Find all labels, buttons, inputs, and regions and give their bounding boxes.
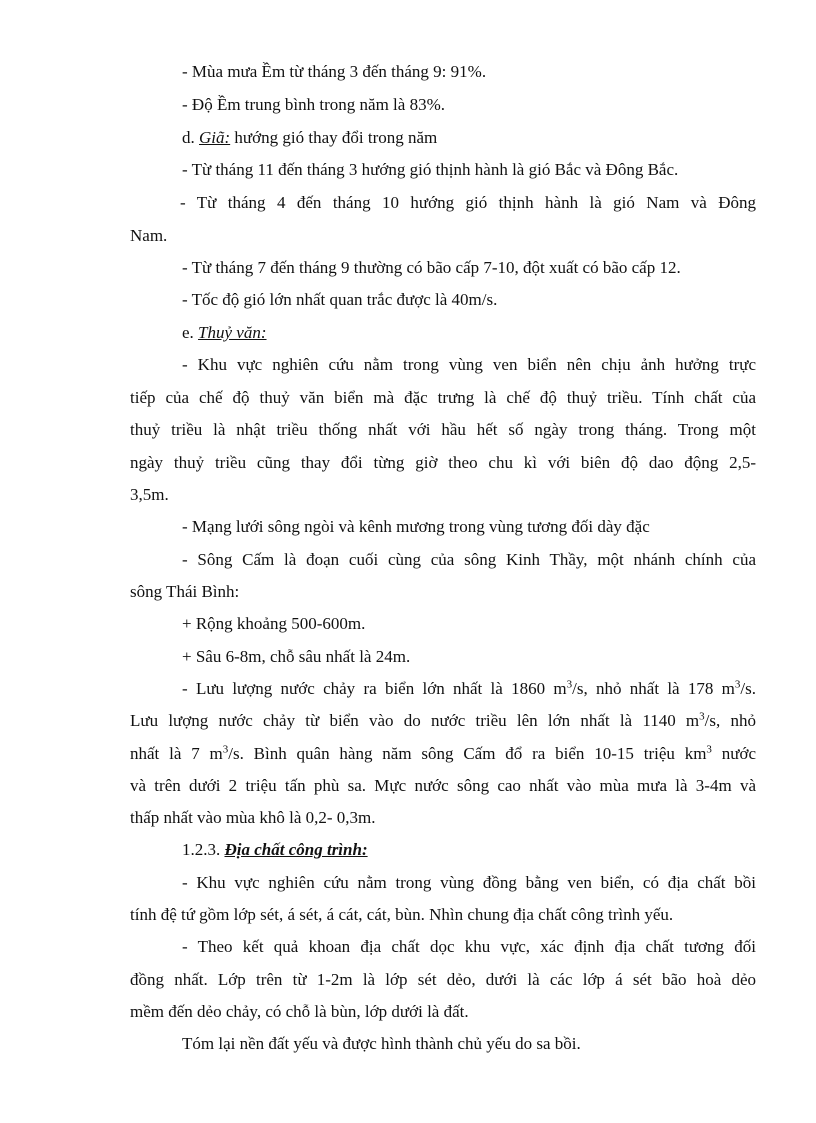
text-line: tính đệ tứ gồm lớp sét, á sét, á cát, cát, bùn. Nhìn chung địa chất công trình yếu. xyxy=(130,905,674,924)
text-line: - Từ tháng 7 đến tháng 9 thường có bão cấp 7-10, đột xuất có bão cấp 12. xyxy=(182,258,681,277)
text-line: + Sâu 6-8m, chỗ sâu nhất là 24m. xyxy=(182,647,411,666)
text-line: tiếp của chế độ thuỷ văn biển mà đặc trưng là chế độ thuỷ triều. Tính chất của xyxy=(130,388,756,407)
text-line: - Khu vực nghiên cứu nằm trong vùng đồng bằng ven biển, có địa chất bồi xyxy=(182,873,756,892)
text-line: thuỷ triều là nhật triều thống nhất với hầu hết số ngày trong tháng. Trong một xyxy=(130,420,756,439)
text-line: - Khu vực nghiên cứu nằm trong vùng ven biển nên chịu ảnh hưởng trực xyxy=(182,355,756,374)
text-line: nhất là 7 $m^3/s$. Bình quân hàng năm sông Cấm đổ ra biển 10-15 triệu $km^3$ nước xyxy=(130,743,756,763)
text-line: Lưu lượng nước chảy từ biển vào do nước triều lên lớn nhất là 1140 $m^3/s$, nhỏ xyxy=(130,710,756,730)
text-line: - Mùa mưa Ềm từ tháng 3 đến tháng 9: 91%. xyxy=(182,62,487,81)
text-line: - Lưu lượng nước chảy ra biển lớn nhất là 1860 $m^3/s$, nhỏ nhất là 178 $m^3/s$. xyxy=(182,678,756,698)
text-line: - Mạng lưới sông ngòi và kênh mương trong vùng tương đối dày đặc xyxy=(182,517,650,536)
text-line: - Độ Ềm trung bình trong năm là 83%. xyxy=(182,95,445,114)
text-line: Nam. xyxy=(130,226,168,245)
text-line: 3,5m. xyxy=(130,485,169,504)
text-line: - Từ tháng 11 đến tháng 3 hướng gió thịnh hành là gió Bắc và Đông Bắc. xyxy=(182,160,679,179)
text-line: - Sông Cấm là đoạn cuối cùng của sông Kinh Thầy, một nhánh chính của xyxy=(182,550,756,569)
text-line: thấp nhất vào mùa khô là 0,2- 0,3m. xyxy=(130,808,376,827)
text-line: đồng nhất. Lớp trên từ 1-2m là lớp sét dẻo, dưới là các lớp á sét bão hoà dẻo xyxy=(130,970,756,989)
text-line: Tóm lại nền đất yếu và được hình thành chủ yếu do sa bồi. xyxy=(182,1034,581,1053)
text-line: và trên dưới 2 triệu tấn phù sa. Mực nước sông cao nhất vào mùa mưa là 3-4m và xyxy=(130,776,756,795)
text-line: - Từ tháng 4 đến tháng 10 hướng gió thịnh hành là gió Nam và Đông xyxy=(180,193,756,212)
text-line: sông Thái Bình: xyxy=(130,582,240,601)
text-line: + Rộng khoảng 500-600m. xyxy=(182,614,366,633)
section-heading-hydrology: e. Thuỷ văn: xyxy=(182,323,267,342)
text-line: - Tốc độ gió lớn nhất quan trắc được là 40m/s. xyxy=(182,290,498,309)
section-heading-geology: 1.2.3. Địa chất công trình: xyxy=(182,840,368,859)
section-heading-wind: d. Giã: hướng gió thay đổi trong năm xyxy=(182,128,438,147)
text-line: ngày thuỷ triều cũng thay đổi từng giờ theo chu kì với biên độ dao động 2,5- xyxy=(130,453,756,472)
text-line: - Theo kết quả khoan địa chất dọc khu vực, xác định địa chất tương đối xyxy=(182,937,756,956)
text-line: mềm đến dẻo chảy, có chỗ là bùn, lớp dưới là đất. xyxy=(130,1002,469,1021)
